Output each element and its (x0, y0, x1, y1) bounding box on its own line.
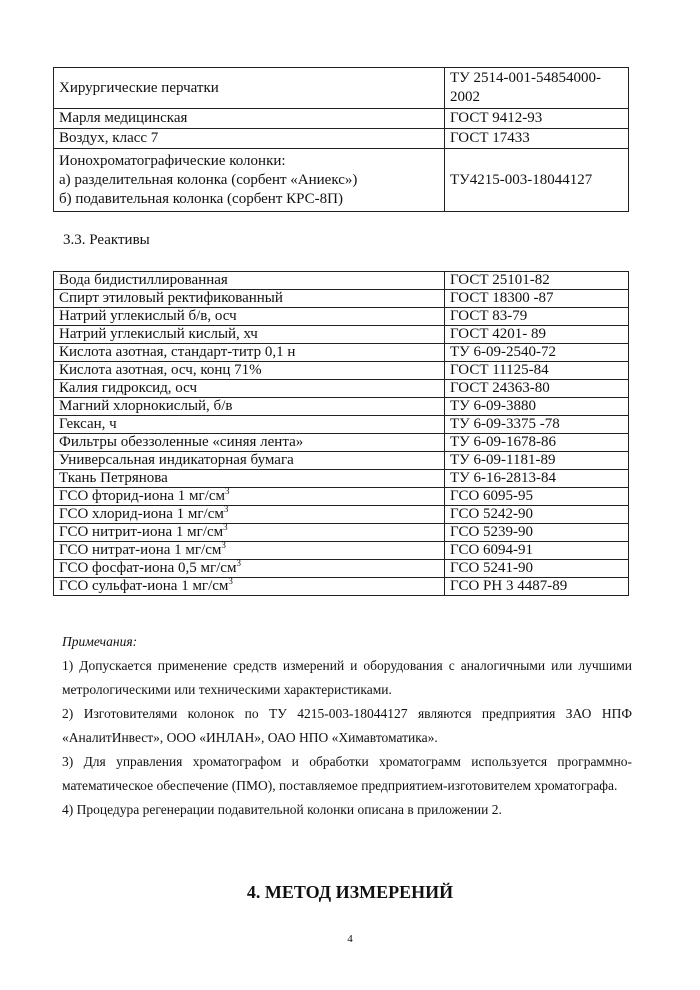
reagent-name-text: Гексан, ч (59, 416, 117, 432)
reagent-name-text: Вода бидистиллированная (59, 272, 228, 288)
table-row (54, 129, 629, 149)
reagent-name (54, 560, 445, 578)
unit-exponent: 3 (221, 540, 226, 550)
reagent-name (54, 434, 445, 452)
reagent-name (54, 326, 445, 344)
reagent-name-text: Ткань Петрянова (59, 470, 168, 486)
reagent-name-text: ГСО фосфат-иона 0,5 мг/см (59, 560, 237, 576)
reagent-name-text: Фильтры обеззоленные «синяя лента» (59, 434, 304, 450)
reagent-standard: ГСО 5241-90 (445, 560, 629, 578)
item-standard: ГОСТ 9412-93 (445, 109, 629, 129)
item-name-line: а) разделительная колонка (сорбент «Аниекс») (59, 171, 358, 188)
reagent-standard: ТУ 6-09-2540-72 (445, 344, 629, 362)
reagent-name (54, 452, 445, 470)
item-standard: ТУ4215-003-18044127 (445, 149, 629, 212)
note-item: 2) Изготовителями колонок по ТУ 4215-003-18044127 являются предприятия ЗАО НПФ «АналитИнвест», ООО «ИНЛАН», ОАО НПО «Химавтоматика». (62, 706, 632, 745)
unit-exponent: 3 (223, 504, 229, 514)
table-row (54, 290, 629, 308)
table-row (54, 398, 629, 416)
reagent-name (54, 290, 445, 308)
table-row (54, 380, 629, 398)
reagent-standard: ГСО 5239-90 (445, 524, 629, 542)
item-standard: ГОСТ 17433 (445, 129, 629, 149)
reagent-name-text: ГСО нитрит-иона 1 мг/см (59, 524, 224, 540)
item-name-line: Ионохроматографические колонки: (59, 152, 286, 169)
table-row (54, 434, 629, 452)
table-row (54, 470, 629, 488)
reagent-standard: ТУ 6-09-1181-89 (445, 452, 629, 470)
reagent-standard: ГСО 6095-95 (445, 488, 629, 506)
reagent-name (54, 362, 445, 380)
reagent-standard: ГСО РН 3 4487-89 (445, 578, 629, 596)
table-row (54, 416, 629, 434)
reagent-name-text: Универсальная индикаторная бумага (59, 452, 294, 468)
reagent-standard: ГОСТ 11125-84 (445, 362, 629, 380)
reagent-standard: ГСО 6094-91 (445, 542, 629, 560)
reagent-name (54, 416, 445, 434)
table-row (54, 109, 629, 129)
reagent-name-text: ГСО нитрат-иона 1 мг/см (59, 542, 222, 558)
table-row (54, 488, 629, 506)
table-row (54, 326, 629, 344)
reagent-name (54, 506, 445, 524)
reagent-standard: ГОСТ 25101-82 (445, 272, 629, 290)
reagent-name (54, 470, 445, 488)
item-name: Хирургические перчатки (54, 68, 445, 109)
table-row (54, 452, 629, 470)
table-row (54, 506, 629, 524)
reagent-name (54, 542, 445, 560)
unit-exponent: 3 (236, 558, 241, 568)
item-name: Воздух, класс 7 (54, 129, 445, 149)
reagent-name (54, 488, 445, 506)
unit-exponent: 3 (223, 522, 228, 532)
reagent-standard: ТУ 6-09-1678-86 (445, 434, 629, 452)
unit-exponent: 3 (228, 576, 233, 586)
note-item: 1) Допускается применение средств измерений и оборудования с аналогичными или лучшими метрологическими или техническими характеристиками. (62, 658, 632, 697)
reagent-standard: ТУ 6-09-3880 (445, 398, 629, 416)
reagents-heading: 3.3. Реактивы (63, 232, 150, 248)
reagent-name-text: Спирт этиловый ректификованный (59, 290, 283, 306)
reagent-name-text: ГСО сульфат-иона 1 мг/см (59, 578, 229, 594)
reagent-standard: ГОСТ 18300 -87 (445, 290, 629, 308)
method-heading: 4. МЕТОД ИЗМЕРЕНИЙ (246, 882, 454, 902)
reagent-name-text: ГСО хлорид-иона 1 мг/см (59, 506, 224, 522)
reagent-standard: ТУ 6-09-3375 -78 (445, 416, 629, 434)
table-row (54, 68, 629, 109)
reagent-standard: ТУ 6-16-2813-84 (445, 470, 629, 488)
reagent-name (54, 272, 445, 290)
table-row (54, 149, 629, 212)
reagent-name (54, 578, 445, 596)
page-number: 4 (347, 933, 353, 945)
note-item: 4) Процедура регенерации подавительной колонки описана в приложении 2. (62, 802, 502, 817)
table-row (54, 308, 629, 326)
table-row (54, 524, 629, 542)
note-item: 3) Для управления хроматографом и обработки хроматограмм используется программно-математическое обеспечение (ПМО), поставляемое предприятием-изготовителем хроматографа. (62, 754, 632, 793)
reagent-name (54, 398, 445, 416)
reagent-name-text: Кислота азотная, стандарт-титр 0,1 н (59, 344, 296, 360)
equipment-table (53, 67, 629, 212)
reagent-name (54, 380, 445, 398)
table-row (54, 362, 629, 380)
table-row (54, 272, 629, 290)
reagent-standard: ГОСТ 83-79 (445, 308, 629, 326)
unit-exponent: 3 (224, 486, 230, 496)
reagent-name (54, 344, 445, 362)
reagent-standard: ГОСТ 4201- 89 (445, 326, 629, 344)
table-row (54, 344, 629, 362)
notes-title: Примечания: (62, 634, 138, 649)
reagent-name-text: Натрий углекислый б/в, осч (59, 308, 237, 324)
reagent-standard: ГОСТ 24363-80 (445, 380, 629, 398)
reagent-name-text: Кислота азотная, осч, конц 71% (59, 362, 262, 378)
reagent-standard: ГСО 5242-90 (445, 506, 629, 524)
table-row (54, 542, 629, 560)
reagent-name-text: Натрий углекислый кислый, хч (59, 326, 258, 342)
reagent-name-text: Калия гидроксид, осч (59, 380, 198, 396)
table-row (54, 578, 629, 596)
reagent-name-text: ГСО фторид-иона 1 мг/см (59, 488, 225, 504)
notes (62, 630, 632, 822)
reagents-table (53, 271, 629, 596)
item-name-line: б) подавительная колонка (сорбент КРС-8П) (59, 190, 343, 207)
reagent-name (54, 308, 445, 326)
reagent-name-text: Магний хлорнокислый, б/в (59, 398, 233, 414)
item-name: Марля медицинская (54, 109, 445, 129)
item-name (54, 149, 445, 212)
item-standard: ТУ 2514-001-54854000-2002 (445, 68, 629, 109)
reagent-name (54, 524, 445, 542)
table-row (54, 560, 629, 578)
